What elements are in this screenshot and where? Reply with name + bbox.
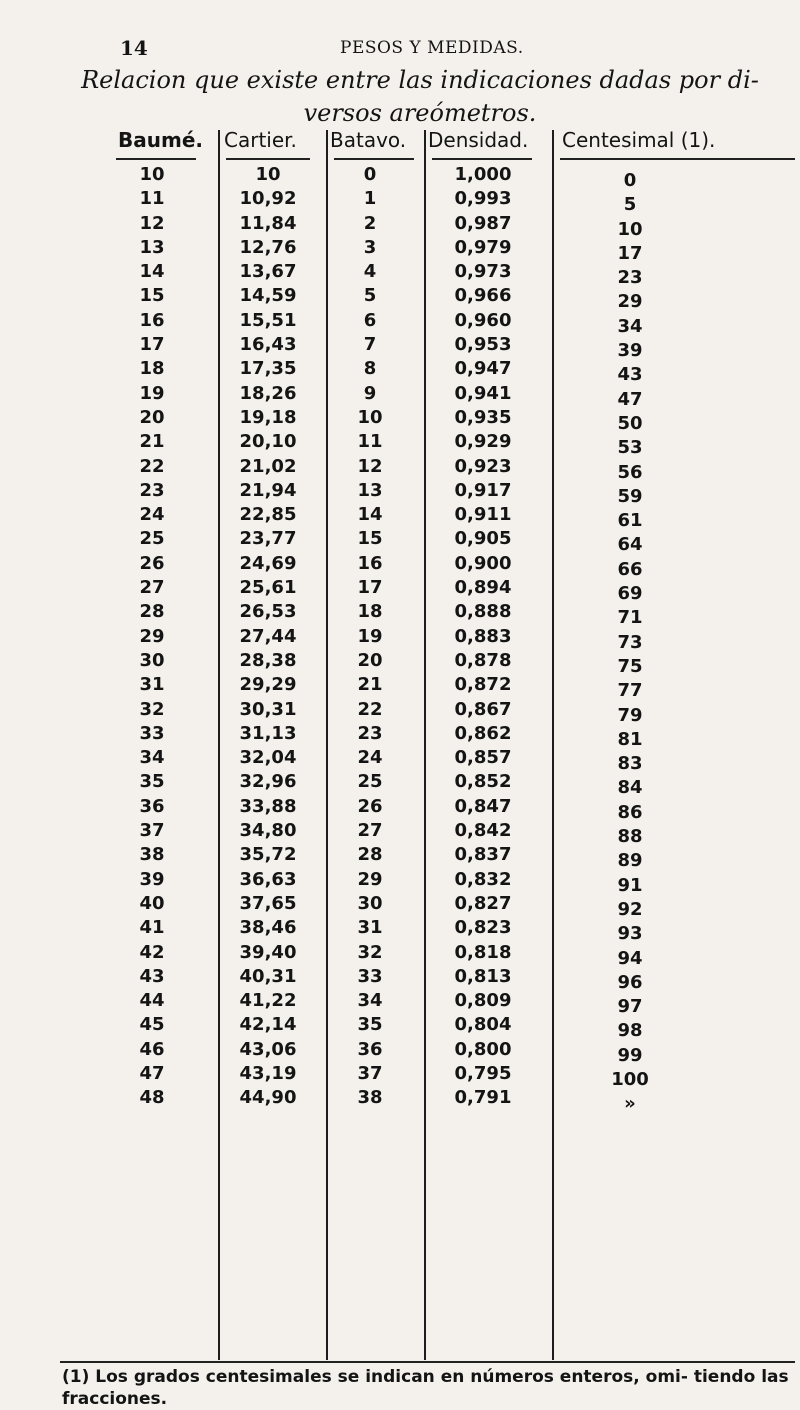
cell-batavo: 18 — [357, 601, 383, 623]
cell-densidad: 0,818 — [454, 941, 512, 963]
cell-baume: 18 — [139, 358, 165, 380]
cell-cartier: 35,72 — [239, 844, 297, 866]
cell-densidad: 0,852 — [454, 771, 512, 793]
table-row — [0, 940, 800, 969]
cell-centesimal: » — [624, 1093, 636, 1115]
cell-baume: 40 — [139, 892, 165, 914]
column-headers — [0, 128, 800, 158]
column-header-densidad: Densidad. — [428, 128, 529, 152]
cell-baume: 43 — [139, 965, 165, 987]
table-row — [0, 551, 800, 580]
cell-baume: 19 — [139, 382, 165, 404]
cell-centesimal: 39 — [617, 340, 643, 362]
cell-centesimal: 88 — [617, 826, 643, 848]
table-row — [0, 794, 800, 823]
cell-batavo: 1 — [363, 188, 377, 210]
table-row — [0, 1085, 800, 1115]
cell-cartier: 36,63 — [239, 868, 297, 890]
header-rule — [560, 158, 795, 160]
cell-centesimal: 23 — [617, 267, 643, 289]
cell-cartier: 13,67 — [239, 261, 297, 283]
cell-densidad: 0,804 — [454, 1014, 512, 1036]
cell-batavo: 31 — [357, 917, 383, 939]
cell-batavo: 30 — [357, 892, 383, 914]
cell-centesimal: 69 — [617, 583, 643, 605]
cell-densidad: 0,809 — [454, 990, 512, 1012]
cell-cartier: 43,19 — [239, 1062, 297, 1084]
cell-batavo: 0 — [363, 164, 377, 185]
cell-centesimal: 53 — [617, 437, 643, 459]
cell-cartier: 43,06 — [239, 1038, 297, 1060]
cell-cartier: 26,53 — [239, 601, 297, 623]
cell-baume: 32 — [139, 698, 165, 720]
table-row — [0, 308, 800, 337]
cell-densidad: 0,905 — [454, 528, 512, 550]
cell-centesimal: 75 — [617, 655, 643, 677]
cell-cartier: 11,84 — [239, 212, 297, 234]
cell-baume: 12 — [139, 212, 165, 234]
table-row — [0, 186, 800, 216]
cell-baume: 29 — [139, 625, 165, 647]
cell-centesimal: 56 — [617, 461, 643, 483]
table-row — [0, 283, 800, 313]
cell-centesimal: 43 — [617, 364, 643, 386]
cell-baume: 48 — [139, 1087, 165, 1109]
cell-cartier: 27,44 — [239, 625, 297, 647]
cell-centesimal: 96 — [617, 971, 643, 993]
cell-densidad: 0,827 — [454, 892, 512, 914]
cell-baume: 44 — [139, 990, 165, 1012]
cell-batavo: 11 — [357, 431, 383, 453]
cell-cartier: 33,88 — [239, 795, 297, 817]
cell-batavo: 24 — [357, 747, 383, 769]
cell-batavo: 12 — [357, 455, 383, 477]
header-rule — [334, 158, 414, 160]
table-row — [0, 162, 800, 191]
cell-baume: 23 — [139, 479, 165, 501]
cell-densidad: 0,960 — [454, 309, 512, 331]
table-row — [0, 867, 800, 896]
cell-centesimal: 17 — [617, 242, 643, 264]
cell-centesimal: 83 — [617, 753, 643, 775]
table-row — [0, 429, 800, 459]
cell-batavo: 21 — [357, 674, 383, 696]
column-header-centesimal: Centesimal (1). — [562, 128, 716, 152]
table-row — [0, 672, 800, 702]
table-title: Relacion que existe entre las indicaciones dadas por di- versos areómetros. — [81, 66, 759, 127]
cell-baume: 24 — [139, 504, 165, 526]
table-row — [0, 769, 800, 799]
cell-baume: 26 — [139, 552, 165, 574]
cell-densidad: 0,911 — [454, 504, 512, 526]
cell-cartier: 31,13 — [239, 722, 297, 744]
cell-baume: 20 — [139, 406, 165, 428]
header-rule — [116, 158, 196, 160]
header-rule — [226, 158, 310, 160]
cell-baume: 47 — [139, 1062, 165, 1084]
cell-cartier: 32,96 — [239, 771, 297, 793]
cell-densidad: 0,979 — [454, 236, 512, 258]
cell-centesimal: 47 — [617, 388, 643, 410]
cell-baume: 10 — [139, 164, 165, 185]
cell-densidad: 0,993 — [454, 188, 512, 210]
table-row — [0, 842, 800, 872]
table-row — [0, 526, 800, 556]
table-row — [0, 891, 800, 920]
cell-centesimal: 71 — [617, 607, 643, 629]
cell-cartier: 19,18 — [239, 406, 297, 428]
cell-densidad: 0,800 — [454, 1038, 512, 1060]
cell-cartier: 12,76 — [239, 236, 297, 258]
table-row — [0, 599, 800, 629]
column-header-baume: Baumé. — [118, 128, 203, 152]
cell-densidad: 0,878 — [454, 649, 512, 671]
cell-centesimal: 81 — [617, 728, 643, 750]
cell-batavo: 37 — [357, 1062, 383, 1084]
cell-centesimal: 86 — [617, 801, 643, 823]
table-row — [0, 964, 800, 993]
cell-baume: 30 — [139, 649, 165, 671]
cell-batavo: 26 — [357, 795, 383, 817]
cell-centesimal: 59 — [617, 485, 643, 507]
cell-densidad: 0,966 — [454, 285, 512, 307]
table-row — [0, 648, 800, 677]
cell-baume: 37 — [139, 820, 165, 842]
cell-densidad: 0,795 — [454, 1062, 512, 1084]
cell-cartier: 34,80 — [239, 820, 297, 842]
table-row — [0, 478, 800, 507]
cell-densidad: 1,000 — [454, 164, 512, 185]
cell-cartier: 24,69 — [239, 552, 297, 574]
cell-batavo: 4 — [363, 261, 377, 283]
cell-densidad: 0,813 — [454, 965, 512, 987]
cell-cartier: 41,22 — [239, 990, 297, 1012]
cell-densidad: 0,837 — [454, 844, 512, 866]
cell-baume: 46 — [139, 1038, 165, 1060]
cell-batavo: 33 — [357, 965, 383, 987]
cell-batavo: 3 — [363, 236, 377, 258]
cell-batavo: 29 — [357, 868, 383, 890]
header-rule — [432, 158, 532, 160]
cell-densidad: 0,935 — [454, 406, 512, 428]
table-row — [0, 1061, 800, 1090]
cell-cartier: 44,90 — [239, 1087, 297, 1109]
cell-centesimal: 50 — [617, 412, 643, 434]
cell-batavo: 36 — [357, 1038, 383, 1060]
cell-batavo: 34 — [357, 990, 383, 1012]
cell-baume: 36 — [139, 795, 165, 817]
table-row — [0, 915, 800, 945]
cell-batavo: 10 — [357, 406, 383, 428]
table-row — [0, 454, 800, 483]
cell-cartier: 22,85 — [239, 504, 297, 526]
cell-densidad: 0,953 — [454, 334, 512, 356]
table-row — [0, 332, 800, 362]
cell-baume: 16 — [139, 309, 165, 331]
cell-densidad: 0,941 — [454, 382, 512, 404]
cell-batavo: 28 — [357, 844, 383, 866]
cell-centesimal: 0 — [623, 170, 637, 191]
cell-centesimal: 98 — [617, 1020, 643, 1042]
cell-centesimal: 97 — [617, 996, 643, 1018]
table-row — [0, 624, 800, 653]
table-row — [0, 381, 800, 410]
footnote: (1) Los grados centesimales se indican en números enteros, omi- tiendo las fracciones. — [62, 1367, 789, 1409]
cell-baume: 15 — [139, 285, 165, 307]
cell-baume: 38 — [139, 844, 165, 866]
cell-cartier: 15,51 — [239, 309, 297, 331]
table-row — [0, 575, 800, 605]
cell-densidad: 0,842 — [454, 820, 512, 842]
cell-centesimal: 10 — [617, 218, 643, 240]
cell-densidad: 0,862 — [454, 722, 512, 744]
cell-cartier: 29,29 — [239, 674, 297, 696]
cell-cartier: 28,38 — [239, 649, 297, 671]
cell-centesimal: 66 — [617, 558, 643, 580]
cell-baume: 17 — [139, 334, 165, 356]
cell-cartier: 10,92 — [239, 188, 297, 210]
cell-baume: 28 — [139, 601, 165, 623]
cell-batavo: 32 — [357, 941, 383, 963]
cell-baume: 22 — [139, 455, 165, 477]
cell-batavo: 2 — [363, 212, 377, 234]
cell-centesimal: 79 — [617, 704, 643, 726]
cell-baume: 41 — [139, 917, 165, 939]
table-row — [0, 259, 800, 289]
cell-densidad: 0,894 — [454, 577, 512, 599]
table-row — [0, 356, 800, 386]
table-row — [0, 697, 800, 726]
cell-densidad: 0,867 — [454, 698, 512, 720]
cell-densidad: 0,823 — [454, 917, 512, 939]
table-row — [0, 211, 800, 240]
cell-cartier: 18,26 — [239, 382, 297, 404]
cell-baume: 34 — [139, 747, 165, 769]
cell-densidad: 0,923 — [454, 455, 512, 477]
cell-centesimal: 100 — [611, 1068, 649, 1090]
cell-densidad: 0,947 — [454, 358, 512, 380]
cell-cartier: 21,02 — [239, 455, 297, 477]
cell-densidad: 0,832 — [454, 868, 512, 890]
cell-centesimal: 61 — [617, 510, 643, 532]
cell-centesimal: 92 — [617, 898, 643, 920]
cell-batavo: 19 — [357, 625, 383, 647]
cell-densidad: 0,973 — [454, 261, 512, 283]
cell-centesimal: 93 — [617, 923, 643, 945]
page-header — [0, 36, 800, 60]
cell-centesimal: 29 — [617, 291, 643, 313]
cell-centesimal: 77 — [617, 680, 643, 702]
table-row — [0, 721, 800, 750]
table-row — [0, 988, 800, 1018]
cell-cartier: 23,77 — [239, 528, 297, 550]
cell-batavo: 16 — [357, 552, 383, 574]
table-row — [0, 235, 800, 264]
data-table — [0, 162, 800, 1115]
cell-baume: 27 — [139, 577, 165, 599]
cell-baume: 39 — [139, 868, 165, 890]
cell-baume: 45 — [139, 1014, 165, 1036]
cell-densidad: 0,847 — [454, 795, 512, 817]
cell-batavo: 8 — [363, 358, 377, 380]
table-row — [0, 745, 800, 775]
table-row — [0, 818, 800, 848]
cell-centesimal: 94 — [617, 947, 643, 969]
cell-cartier: 40,31 — [239, 965, 297, 987]
cell-centesimal: 84 — [617, 777, 643, 799]
cell-cartier: 10 — [255, 164, 281, 185]
cell-batavo: 23 — [357, 722, 383, 744]
cell-batavo: 15 — [357, 528, 383, 550]
cell-centesimal: 91 — [617, 874, 643, 896]
table-bottom-rule — [60, 1361, 795, 1363]
cell-densidad: 0,888 — [454, 601, 512, 623]
cell-centesimal: 34 — [617, 315, 643, 337]
cell-densidad: 0,872 — [454, 674, 512, 696]
cell-cartier: 20,10 — [239, 431, 297, 453]
cell-baume: 11 — [139, 188, 165, 210]
cell-baume: 42 — [139, 941, 165, 963]
cell-batavo: 14 — [357, 504, 383, 526]
cell-batavo: 22 — [357, 698, 383, 720]
cell-baume: 31 — [139, 674, 165, 696]
cell-densidad: 0,917 — [454, 479, 512, 501]
page-number: 14 — [120, 36, 148, 60]
cell-baume: 21 — [139, 431, 165, 453]
cell-cartier: 25,61 — [239, 577, 297, 599]
cell-cartier: 37,65 — [239, 892, 297, 914]
cell-cartier: 38,46 — [239, 917, 297, 939]
table-row — [0, 502, 800, 532]
cell-baume: 33 — [139, 722, 165, 744]
cell-batavo: 5 — [363, 285, 377, 307]
cell-batavo: 38 — [357, 1087, 383, 1109]
cell-cartier: 42,14 — [239, 1014, 297, 1036]
cell-batavo: 13 — [357, 479, 383, 501]
column-header-batavo: Batavo. — [330, 128, 407, 152]
cell-cartier: 39,40 — [239, 941, 297, 963]
cell-baume: 35 — [139, 771, 165, 793]
cell-densidad: 0,857 — [454, 747, 512, 769]
cell-cartier: 14,59 — [239, 285, 297, 307]
cell-cartier: 30,31 — [239, 698, 297, 720]
cell-centesimal: 99 — [617, 1044, 643, 1066]
cell-densidad: 0,987 — [454, 212, 512, 234]
table-row — [0, 405, 800, 434]
cell-baume: 25 — [139, 528, 165, 550]
cell-cartier: 32,04 — [239, 747, 297, 769]
cell-batavo: 27 — [357, 820, 383, 842]
cell-centesimal: 64 — [617, 534, 643, 556]
cell-densidad: 0,900 — [454, 552, 512, 574]
table-row — [0, 1037, 800, 1066]
cell-batavo: 25 — [357, 771, 383, 793]
cell-densidad: 0,929 — [454, 431, 512, 453]
cell-densidad: 0,791 — [454, 1087, 512, 1109]
cell-batavo: 6 — [363, 309, 377, 331]
table-row — [0, 1012, 800, 1042]
cell-batavo: 7 — [363, 334, 377, 356]
running-title: PESOS Y MEDIDAS. — [340, 38, 524, 58]
cell-cartier: 17,35 — [239, 358, 297, 380]
cell-centesimal: 5 — [623, 194, 637, 216]
cell-baume: 13 — [139, 236, 165, 258]
cell-cartier: 16,43 — [239, 334, 297, 356]
cell-batavo: 20 — [357, 649, 383, 671]
cell-densidad: 0,883 — [454, 625, 512, 647]
column-header-cartier: Cartier. — [224, 128, 297, 152]
cell-centesimal: 89 — [617, 850, 643, 872]
cell-baume: 14 — [139, 261, 165, 283]
cell-batavo: 35 — [357, 1014, 383, 1036]
cell-centesimal: 73 — [617, 631, 643, 653]
cell-batavo: 17 — [357, 577, 383, 599]
cell-cartier: 21,94 — [239, 479, 297, 501]
cell-batavo: 9 — [363, 382, 377, 404]
